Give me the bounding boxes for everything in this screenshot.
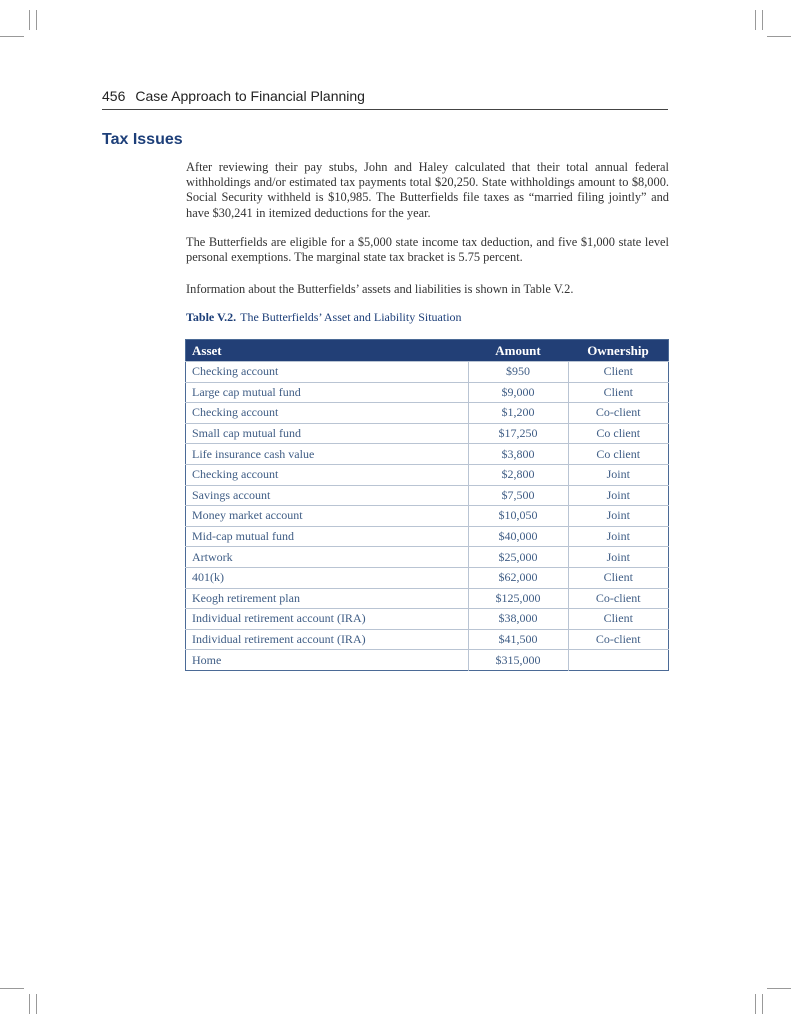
crop-mark bbox=[755, 10, 756, 30]
asset-cell: Checking account bbox=[186, 362, 469, 383]
table-row bbox=[186, 444, 669, 465]
ownership-cell: Co client bbox=[568, 423, 669, 444]
table-title: The Butterfields’ Asset and Liability Situation bbox=[240, 310, 462, 324]
ownership-cell: Co-client bbox=[568, 588, 669, 609]
crop-mark bbox=[767, 988, 791, 989]
table-row bbox=[186, 547, 669, 568]
asset-cell: Artwork bbox=[186, 547, 469, 568]
amount-cell: $38,000 bbox=[468, 609, 568, 630]
ownership-cell: Joint bbox=[568, 526, 669, 547]
asset-cell: Checking account bbox=[186, 464, 469, 485]
paragraph-withholdings: After reviewing their pay stubs, John and Haley calculated that their total annual federal withholdings and/or estimated tax payments total $20,250. State withholdings amount to $8,000. Social Security withheld is $10,985. The Butterfields file taxes as “married filing jointly” and have $30,241 in itemized deductions for the year. bbox=[186, 160, 669, 220]
table-number: Table V.2. bbox=[186, 310, 237, 324]
amount-cell: $17,250 bbox=[468, 423, 568, 444]
ownership-cell: Co-client bbox=[568, 629, 669, 650]
section-title: Tax Issues bbox=[102, 131, 183, 148]
table-row bbox=[186, 464, 669, 485]
table-row bbox=[186, 362, 669, 383]
crop-mark bbox=[762, 994, 763, 1014]
ownership-cell bbox=[568, 650, 669, 671]
ownership-cell: Client bbox=[568, 567, 669, 588]
table-row bbox=[186, 485, 669, 506]
amount-cell: $41,500 bbox=[468, 629, 568, 650]
table-row bbox=[186, 588, 669, 609]
asset-cell: Individual retirement account (IRA) bbox=[186, 609, 469, 630]
table-row bbox=[186, 629, 669, 650]
table-row bbox=[186, 567, 669, 588]
running-header bbox=[102, 88, 668, 110]
crop-mark bbox=[0, 988, 24, 989]
asset-cell: Money market account bbox=[186, 506, 469, 527]
ownership-cell: Joint bbox=[568, 547, 669, 568]
amount-cell: $315,000 bbox=[468, 650, 568, 671]
asset-cell: Small cap mutual fund bbox=[186, 423, 469, 444]
running-title: Case Approach to Financial Planning bbox=[135, 88, 365, 104]
amount-cell: $40,000 bbox=[468, 526, 568, 547]
amount-cell: $2,800 bbox=[468, 464, 568, 485]
asset-cell: Mid-cap mutual fund bbox=[186, 526, 469, 547]
crop-mark bbox=[29, 10, 30, 30]
crop-mark bbox=[0, 36, 24, 37]
ownership-cell: Co client bbox=[568, 444, 669, 465]
ownership-cell: Client bbox=[568, 382, 669, 403]
ownership-cell: Joint bbox=[568, 464, 669, 485]
crop-mark bbox=[29, 994, 30, 1014]
table-row bbox=[186, 526, 669, 547]
table-row bbox=[186, 423, 669, 444]
ownership-cell: Co-client bbox=[568, 403, 669, 424]
column-header-amount: Amount bbox=[468, 340, 568, 362]
asset-cell: Home bbox=[186, 650, 469, 671]
ownership-cell: Joint bbox=[568, 506, 669, 527]
crop-mark bbox=[36, 994, 37, 1014]
crop-mark bbox=[767, 36, 791, 37]
table-row bbox=[186, 650, 669, 671]
amount-cell: $25,000 bbox=[468, 547, 568, 568]
asset-cell: Large cap mutual fund bbox=[186, 382, 469, 403]
asset-table bbox=[185, 339, 669, 671]
table-header-row bbox=[186, 340, 669, 362]
table-row bbox=[186, 609, 669, 630]
amount-cell: $62,000 bbox=[468, 567, 568, 588]
asset-cell: Savings account bbox=[186, 485, 469, 506]
amount-cell: $3,800 bbox=[468, 444, 568, 465]
ownership-cell: Client bbox=[568, 362, 669, 383]
crop-mark bbox=[762, 10, 763, 30]
amount-cell: $9,000 bbox=[468, 382, 568, 403]
paragraph-assets-intro: Information about the Butterfields’ assets and liabilities is shown in Table V.2. bbox=[186, 282, 574, 296]
amount-cell: $10,050 bbox=[468, 506, 568, 527]
paragraph-state-tax: The Butterfields are eligible for a $5,000 state income tax deduction, and five $1,000 state level personal exemptions. The marginal state tax bracket is 5.75 percent. bbox=[186, 235, 669, 265]
asset-cell: Individual retirement account (IRA) bbox=[186, 629, 469, 650]
table-row bbox=[186, 382, 669, 403]
amount-cell: $1,200 bbox=[468, 403, 568, 424]
column-header-asset: Asset bbox=[186, 340, 469, 362]
amount-cell: $950 bbox=[468, 362, 568, 383]
ownership-cell: Joint bbox=[568, 485, 669, 506]
table-caption bbox=[186, 310, 462, 325]
asset-cell: Checking account bbox=[186, 403, 469, 424]
table-row bbox=[186, 403, 669, 424]
crop-mark bbox=[755, 994, 756, 1014]
asset-cell: Keogh retirement plan bbox=[186, 588, 469, 609]
amount-cell: $7,500 bbox=[468, 485, 568, 506]
amount-cell: $125,000 bbox=[468, 588, 568, 609]
crop-mark bbox=[36, 10, 37, 30]
ownership-cell: Client bbox=[568, 609, 669, 630]
column-header-ownership: Ownership bbox=[568, 340, 669, 362]
table-row bbox=[186, 506, 669, 527]
page-number: 456 bbox=[102, 88, 126, 104]
asset-cell: 401(k) bbox=[186, 567, 469, 588]
asset-cell: Life insurance cash value bbox=[186, 444, 469, 465]
